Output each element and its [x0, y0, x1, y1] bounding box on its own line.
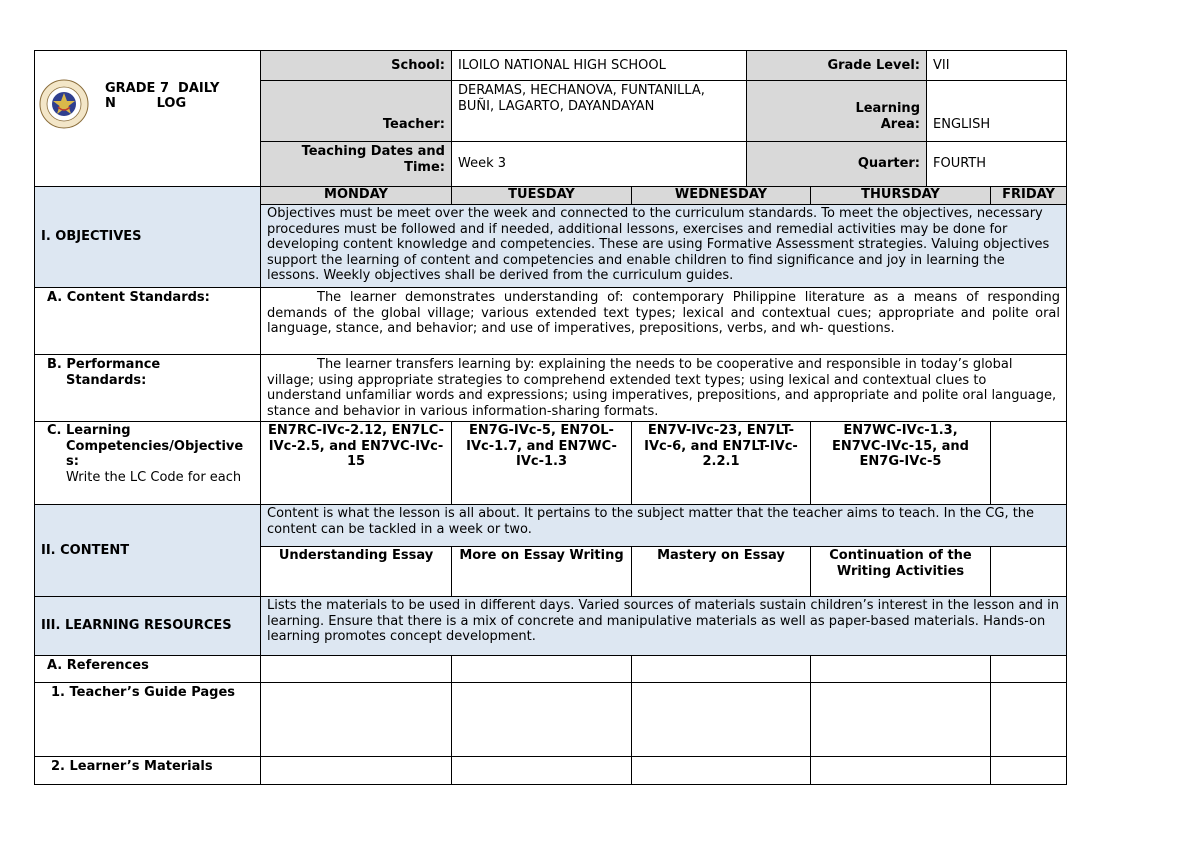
teacher-label: Teacher:	[261, 81, 452, 142]
content-tuesday: More on Essay Writing	[452, 547, 632, 597]
competencies-friday	[991, 422, 1067, 505]
teachers-guide-monday	[261, 683, 452, 757]
teachers-guide-wednesday	[632, 683, 811, 757]
learning-area-label: Learning Area:	[747, 81, 927, 142]
references-wednesday	[632, 656, 811, 683]
grade-level-value: VII	[927, 51, 1067, 81]
references-friday	[991, 656, 1067, 683]
learning-area-value: ENGLISH	[927, 81, 1067, 142]
competencies-wednesday: EN7V-IVc-23, EN7LT-IVc-6, and EN7LT-IVc-2.2.1	[632, 422, 811, 505]
learners-materials-label: 2. Learner’s Materials	[35, 757, 261, 785]
learners-materials-wednesday	[632, 757, 811, 785]
objectives-text: Objectives must be meet over the week and connected to the curriculum standards. To meet the objectives, necessary procedures must be followed and if needed, additional lessons, exercises and remedial activities may be done for developing content knowledge and competencies. These are using Formative Assessment strategies. Valuing objectives support the learning of content and competencies and enable children to find significance and joy in learning the lessons. Weekly objectives shall be derived from the curriculum guides.	[261, 205, 1067, 288]
school-label: School:	[261, 51, 452, 81]
content-friday	[991, 547, 1067, 597]
teachers-guide-label: 1. Teacher’s Guide Pages	[35, 683, 261, 757]
content-standards-label: A. Content Standards:	[35, 288, 261, 355]
content-wednesday: Mastery on Essay	[632, 547, 811, 597]
day-wednesday: WEDNESDAY	[632, 187, 811, 205]
competencies-monday: EN7RC-IVc-2.12, EN7LC-IVc-2.5, and EN7VC-IVc-15	[261, 422, 452, 505]
day-thursday: THURSDAY	[811, 187, 991, 205]
learning-resources-text: Lists the materials to be used in different days. Varied sources of materials sustain children’s interest in the lesson and in learning. Ensure that there is a mix of concrete and manipulative materials as well as paper-based materials. Hands-on learning promotes concept development.	[261, 597, 1067, 656]
content-monday: Understanding Essay	[261, 547, 452, 597]
dll-table	[34, 50, 1067, 785]
teaching-dates-value: Week 3	[452, 142, 747, 187]
performance-standards-text: The learner transfers learning by: explaining the needs to be cooperative and responsible in today’s global village; using appropriate strategies to comprehend extended text types; using lexical and contextual clues to understand unfamiliar words and expressions; using imperatives, prepositions, and appropriate and polite oral language, stance and behavior in various information-sharing formats.	[261, 355, 1067, 422]
school-value: ILOILO NATIONAL HIGH SCHOOL	[452, 51, 747, 81]
content-text: Content is what the lesson is all about. It pertains to the subject matter that the teacher aims to teach. In the CG, the content can be tackled in a week or two.	[261, 505, 1067, 547]
competencies-tuesday: EN7G-IVc-5, EN7OL-IVc-1.7, and EN7WC-IVc-1.3	[452, 422, 632, 505]
daily-lesson-log	[34, 50, 1066, 785]
content-thursday: Continuation of the Writing Activities	[811, 547, 991, 597]
competencies-thursday: EN7WC-IVc-1.3, EN7VC-IVc-15, and EN7G-IVc-5	[811, 422, 991, 505]
content-standards-text: The learner demonstrates understanding of: contemporary Philippine literature as a means of responding demands of the global village; various extended text types; lexical and contextual cues; appropriate and polite oral language, stance, and behavior; and use of imperatives, prepositions, verbs, and wh- questions.	[261, 288, 1067, 355]
day-friday: FRIDAY	[991, 187, 1067, 205]
header-logo-cell	[35, 51, 261, 187]
day-tuesday: TUESDAY	[452, 187, 632, 205]
content-label: II. CONTENT	[35, 505, 261, 597]
learners-materials-tuesday	[452, 757, 632, 785]
learners-materials-thursday	[811, 757, 991, 785]
teaching-dates-label: Teaching Dates and Time:	[261, 142, 452, 187]
day-monday: MONDAY	[261, 187, 452, 205]
competencies-label: C. Learning Competencies/Objectives: Write the LC Code for each	[35, 422, 261, 505]
teachers-guide-thursday	[811, 683, 991, 757]
teacher-value: DERAMAS, HECHANOVA, FUNTANILLA, BUÑI, LAGARTO, DAYANDAYAN	[452, 81, 747, 142]
objectives-label: I. OBJECTIVES	[35, 187, 261, 288]
grade-level-label: Grade Level:	[747, 51, 927, 81]
learning-resources-label: III. LEARNING RESOURCES	[35, 597, 261, 656]
quarter-value: FOURTH	[927, 142, 1067, 187]
learners-materials-friday	[991, 757, 1067, 785]
references-monday	[261, 656, 452, 683]
references-tuesday	[452, 656, 632, 683]
teachers-guide-tuesday	[452, 683, 632, 757]
learners-materials-monday	[261, 757, 452, 785]
references-label: A. References	[35, 656, 261, 683]
deped-seal-icon	[39, 79, 89, 129]
teachers-guide-friday	[991, 683, 1067, 757]
document-title: GRADE 7 DAILY N LOG	[105, 81, 220, 111]
quarter-label: Quarter:	[747, 142, 927, 187]
performance-standards-label: B. Performance Standards:	[35, 355, 261, 422]
references-thursday	[811, 656, 991, 683]
